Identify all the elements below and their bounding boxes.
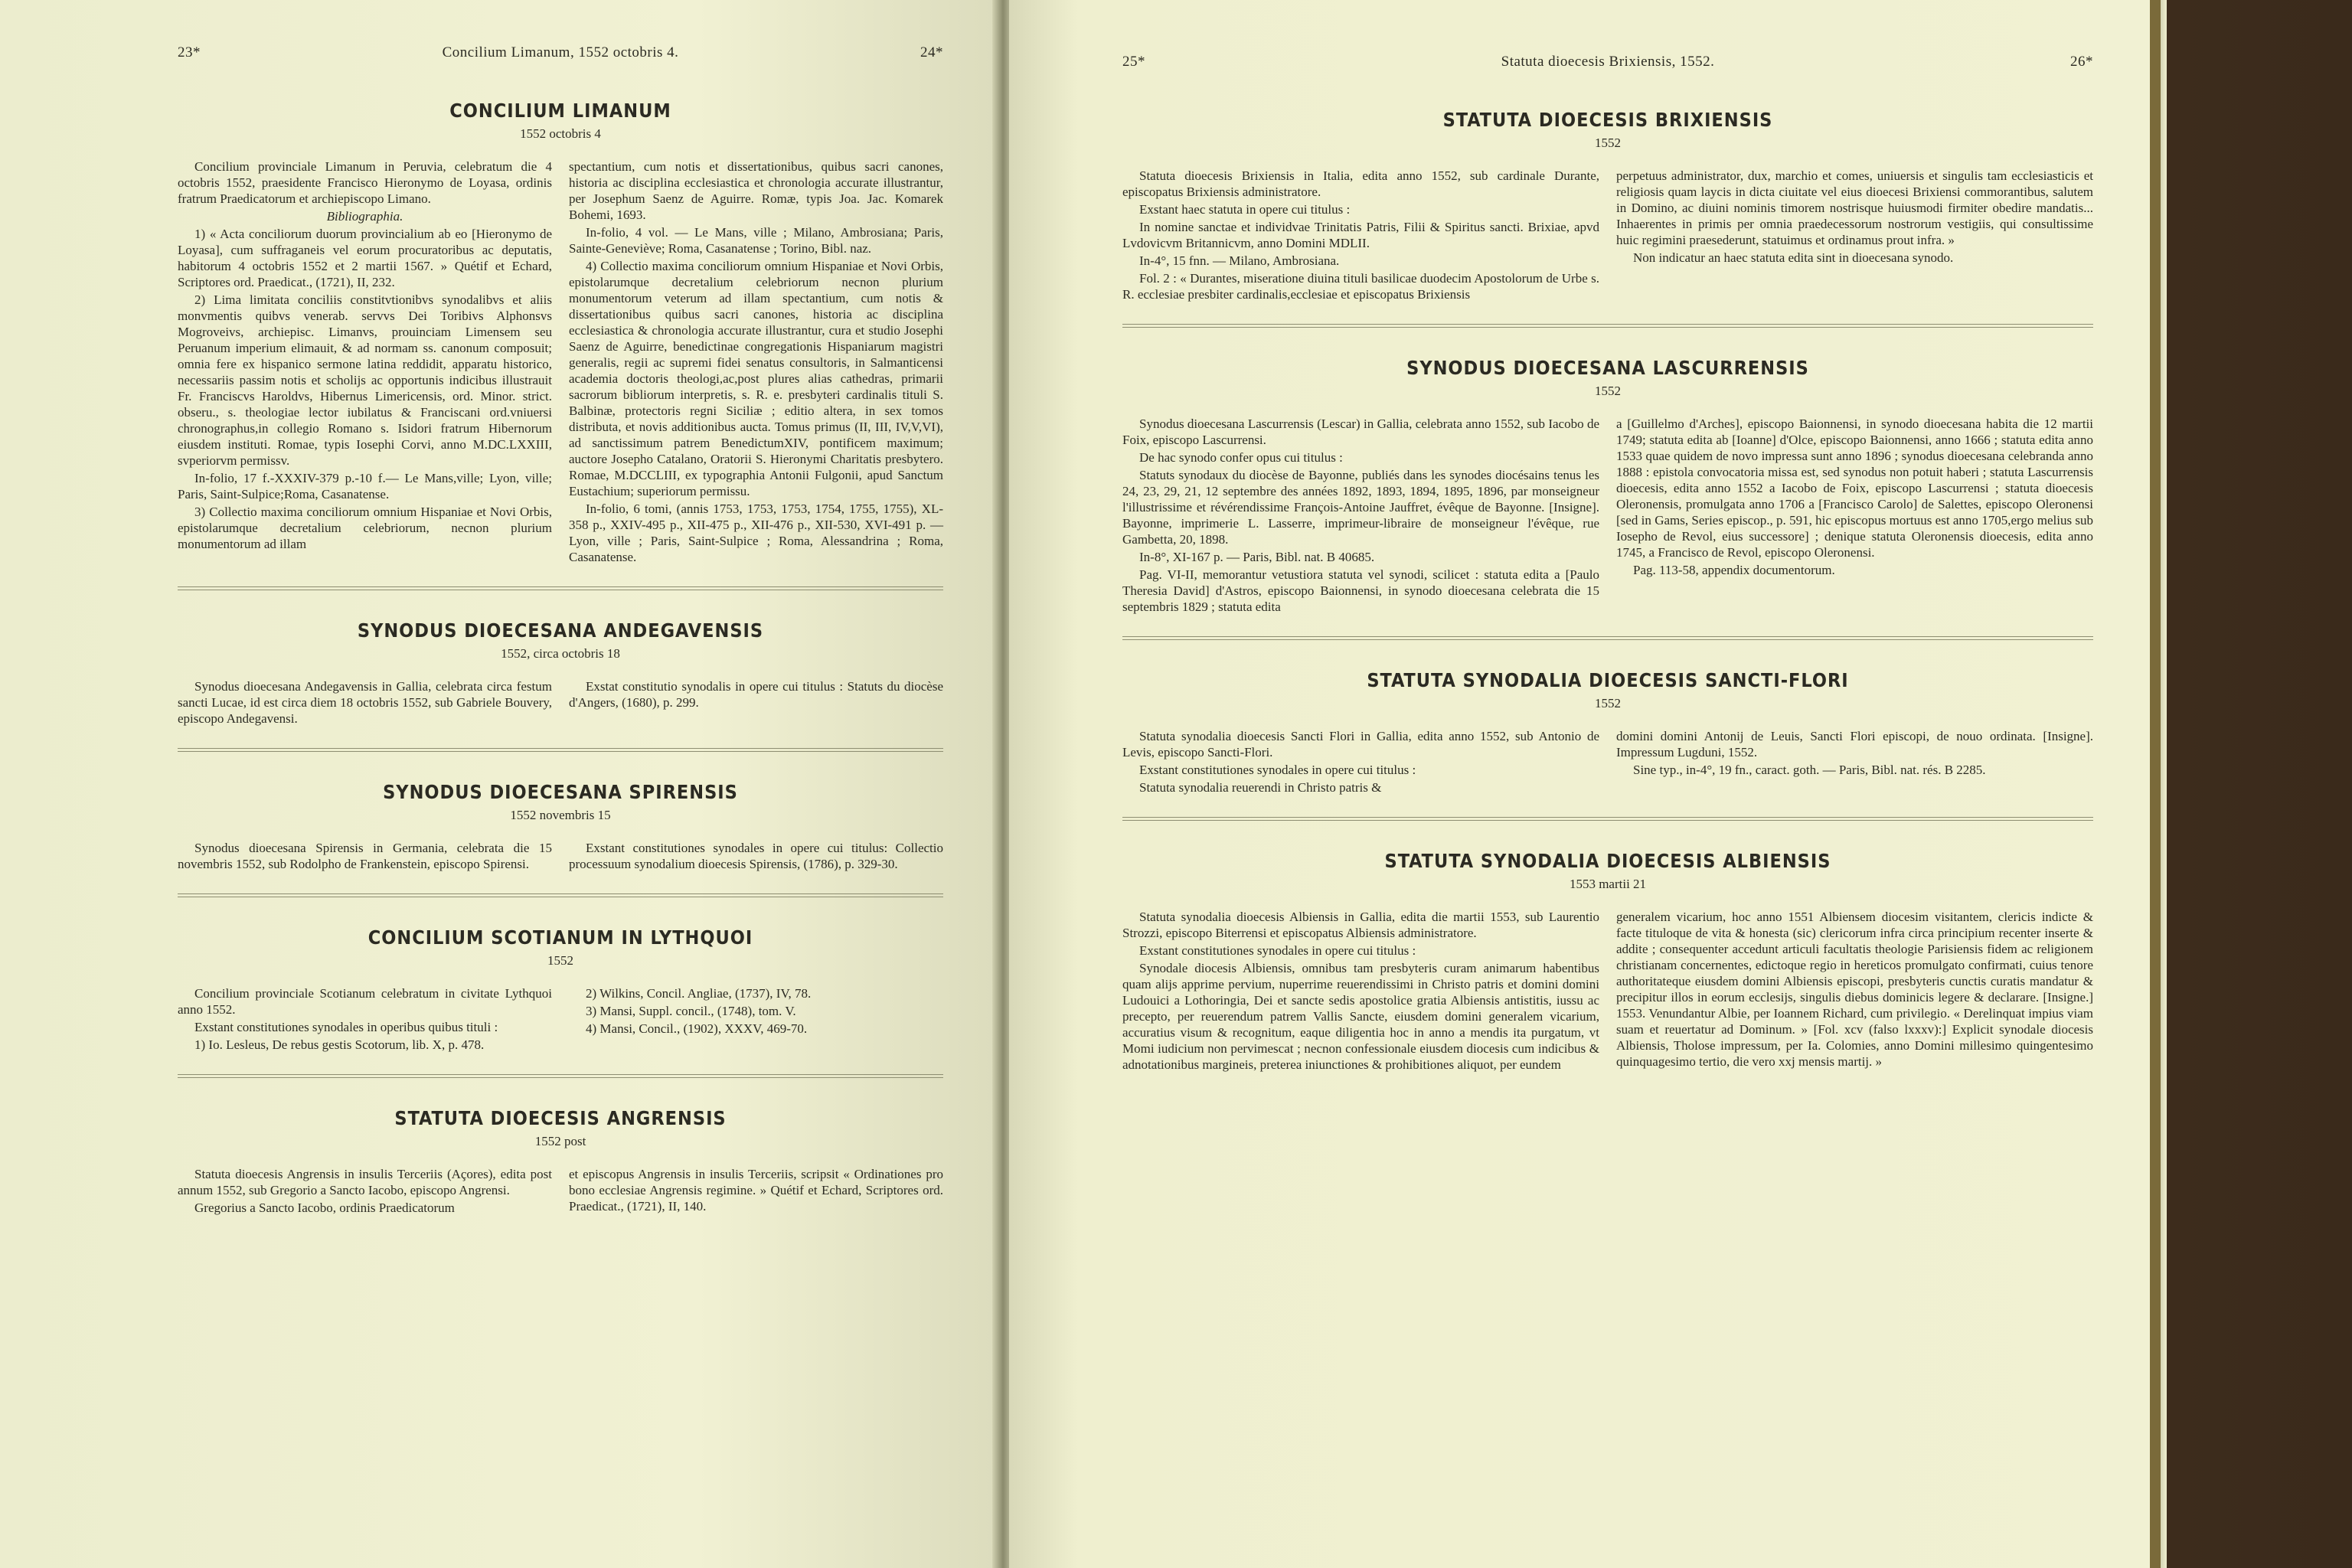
section-divider bbox=[178, 586, 943, 590]
text-column bbox=[569, 840, 943, 874]
text-column bbox=[178, 678, 552, 728]
text-column bbox=[1616, 168, 2093, 304]
section-title: STATUTA DIOECESIS BRIXIENSIS bbox=[1442, 109, 1773, 131]
text-column bbox=[1122, 728, 1599, 797]
paragraph: perpetuus administrator, dux, marchio et comes, uniuersis et singulis tam ecclesiasticis et religiosis quam laycis in dicta ciuitate vel eius dioecesi Brixiensi commorantibus, salutem in Domino, ac diuini nominis timorem nostrisque huiusmodi firmiter obedire mandatis... Inhaerentes in primis per omnia praedecessorum nostrorum vestigiis, qui consultissime huic regimini praesederunt, statuimus et ordinamus prout infra. » bbox=[1616, 168, 2093, 247]
section-title: SYNODUS DIOECESANA LASCURRENSIS bbox=[1406, 357, 1809, 379]
section-title: STATUTA DIOECESIS ANGRENSIS bbox=[394, 1107, 727, 1129]
running-title: Concilium Limanum, 1552 octobris 4. bbox=[442, 44, 679, 60]
paragraph: domini domini Antonij de Leuis, Sancti Flori episcopi, de nouo ordinata. [Insigne]. Impressum Lugduni, 1552. bbox=[1616, 729, 2093, 760]
paragraph: Statuta synodalia dioecesis Albiensis in Gallia, edita die martii 1553, sub Laurentio Strozzi, episcopo Biterrensi et episcopatus Albiensis administratore. bbox=[1122, 910, 1599, 940]
paragraph: Statuta dioecesis Angrensis in insulis Terceriis (Açores), edita post annum 1552, sub Gregorio a Sancto Iacobo, episcopo Angrensi. bbox=[178, 1167, 552, 1197]
entry-section bbox=[1122, 669, 2093, 797]
text-column bbox=[569, 678, 943, 728]
section-title: STATUTA SYNODALIA DIOECESIS SANCTI-FLORI bbox=[1367, 669, 1849, 691]
section-date: 1552 novembris 15 bbox=[510, 808, 611, 822]
text-column bbox=[1616, 909, 2093, 1074]
paragraph: 3) Mansi, Suppl. concil., (1748), tom. V. bbox=[586, 1004, 796, 1018]
paragraph: In-folio, 4 vol. — Le Mans, ville ; Milano, Ambrosiana; Paris, Sainte-Geneviève; Roma, Casanatense ; Torino, Bibl. naz. bbox=[569, 225, 943, 256]
section-date: 1552 bbox=[1595, 136, 1621, 150]
page-number: 23* bbox=[178, 44, 201, 60]
section-divider bbox=[178, 748, 943, 752]
paragraph: 2) Wilkins, Concil. Angliae, (1737), IV, 78. bbox=[586, 986, 812, 1001]
text-column bbox=[178, 158, 552, 567]
text-column bbox=[1616, 728, 2093, 797]
section-divider bbox=[1122, 636, 2093, 640]
paragraph: Concilium provinciale Scotianum celebratum in civitate Lythquoi anno 1552. bbox=[178, 986, 552, 1017]
text-column bbox=[178, 1166, 552, 1217]
page-number: 24* bbox=[920, 44, 943, 60]
paragraph: Fol. 2 : « Durantes, miseratione diuina tituli basilicae duodecim Apostolorum de Urbe s. R. ecclesiae presbiter cardinalis,ecclesiae et episcopatus Brixiensis bbox=[1122, 271, 1599, 302]
paragraph: 4) Collectio maxima conciliorum omnium Hispaniae et Novi Orbis, epistolarumque decretalium celebriorum necnon plurium monumentorum veterum ad illam spectantium, cum notis & dissertationibus quibus sacri canones, historia ac disciplina ecclesiastica & chronologia accurate illustrantur, cura et studio Josephi Saenz de Aguirre, benedictinae congregationis Hispaniarum magistri generalis, regii ac supremi fidei senatus consultoris, in Salmanticensi academia doctoris theologi,ac,post plures alias cathedras, primarii sacrorum bibliorum interpretis, s. R. e. presbyteri cardinalis tituli S. Balbinæ, protectoris regni Siciliæ ; editio altera, in sex tomos distributa, et novis additionibus aucta. Tomus primus (II, III, IV,V,VI), ad sanctissimum patrem BenedictumXIV, pontificem maximum; auctore Josepho Catalano, Oratorii S. Hieronymi Charitatis presbytero. Romae, M.DCCLIII, ex typographia Antonii Fulgonii, apud Sanctum Eustachium; superiorum permissu. bbox=[569, 259, 943, 498]
paragraph: 1) Io. Lesleus, De rebus gestis Scotorum, lib. X, p. 478. bbox=[194, 1037, 485, 1052]
section-date: 1553 martii 21 bbox=[1569, 877, 1647, 891]
running-header bbox=[178, 44, 943, 61]
entry-section bbox=[178, 619, 943, 728]
paragraph: In-8°, XI-167 p. — Paris, Bibl. nat. B 40685. bbox=[1139, 550, 1375, 564]
entry-section bbox=[1122, 357, 2093, 616]
paragraph: Pag. 113-58, appendix documentorum. bbox=[1633, 563, 1835, 577]
paragraph: Statuta dioecesis Brixiensis in Italia, edita anno 1552, sub cardinale Durante, episcopatus Brixiensis administratore. bbox=[1122, 168, 1599, 199]
paragraph: Exstat constitutio synodalis in opere cui titulus : Statuts du diocèse d'Angers, (1680), p. 299. bbox=[569, 679, 943, 710]
section-title: SYNODUS DIOECESANA ANDEGAVENSIS bbox=[357, 619, 764, 642]
entry-section bbox=[178, 1107, 943, 1217]
paragraph: Exstant constitutiones synodales in opere cui titulus: Collectio processuum synodalium dioecesis Spirensis, (1786), p. 329-30. bbox=[569, 841, 943, 871]
text-column bbox=[1122, 909, 1599, 1074]
paragraph: In-folio, 6 tomi, (annis 1753, 1753, 1753, 1754, 1755, 1755), XL-358 p., XXIV-495 p., XII-475 p., XII-476 p., XII-530, XVI-491 p. — Lyon, ville ; Paris, Saint-Sulpice ; Roma, Alessandrina ; Roma, Casanatense. bbox=[569, 501, 943, 564]
paragraph: In-4°, 15 fnn. — Milano, Ambrosiana. bbox=[1139, 253, 1340, 268]
paragraph: spectantium, cum notis et dissertationibus, quibus sacri canones, historia ac disciplina ecclesiastica et chronologia accurate illustrantur, per Josephum Saenz de Aguirre. Romæ, typis Joa. Jac. Komarek Bohemi, 1693. bbox=[569, 159, 943, 222]
section-date: 1552 bbox=[1595, 384, 1621, 398]
paragraph: De hac synodo confer opus cui titulus : bbox=[1139, 450, 1343, 465]
paragraph: Exstant constitutiones synodales in opere cui titulus : bbox=[1139, 763, 1416, 777]
entry-section bbox=[178, 926, 943, 1054]
section-date: 1552 octobris 4 bbox=[520, 126, 601, 141]
paragraph: 4) Mansi, Concil., (1902), XXXV, 469-70. bbox=[586, 1021, 808, 1036]
text-column bbox=[1122, 168, 1599, 304]
text-column bbox=[178, 840, 552, 874]
entry-section bbox=[178, 781, 943, 874]
text-column bbox=[569, 1166, 943, 1217]
section-date: 1552 bbox=[1595, 696, 1621, 710]
paragraph: In-folio, 17 f.-XXXIV-379 p.-10 f.— Le Mans,ville; Lyon, ville; Paris, Saint-Sulpice;Roma, Casanatense. bbox=[178, 471, 552, 501]
paragraph: 3) Collectio maxima conciliorum omnium Hispaniae et Novi Orbis, epistolarumque decretalium celebriorum, necnon plurium monumentorum ad illam bbox=[178, 505, 552, 551]
text-column bbox=[1616, 416, 2093, 616]
bibliography-heading: Bibliographia. bbox=[326, 209, 403, 224]
paragraph: Synodus dioecesana Andegavensis in Gallia, celebrata circa festum sancti Lucae, id est circa diem 18 octobris 1552, sub Gabriele Bouvery, episcopo Andegavensi. bbox=[178, 679, 552, 726]
text-column bbox=[569, 985, 943, 1054]
section-title: CONCILIUM LIMANUM bbox=[449, 100, 671, 122]
page-number: 26* bbox=[2070, 54, 2093, 70]
entry-section bbox=[1122, 109, 2093, 304]
paragraph: Statuts synodaux du diocèse de Bayonne, publiés dans les synodes diocésains tenus les 24, 23, 29, 21, 12 septembre des années 1892, 1893, 1894, 1895, 1896, par monseigneur l'illustrissime et révérendissime François-Antoine Jauffret, évêque de Bayonne. [Insigne]. Bayonne, imprimerie L. Lasserre, imprimeur-libraire de monseigneur l'évêque, rue Gambetta, 20, 1898. bbox=[1122, 468, 1599, 547]
paragraph: In nomine sanctae et individvae Trinitatis Patris, Filii & Spiritus sancti. Brixiae, apvd Lvdovicvm Britannicvm, anno Domini MDLII. bbox=[1122, 220, 1599, 250]
paragraph: Non indicatur an haec statuta edita sint in dioecesana synodo. bbox=[1633, 250, 1954, 265]
paragraph: a [Guillelmo d'Arches], episcopo Baionnensi, in synodo dioecesana habita die 12 martii 1749; statuta edita ab [Ioanne] d'Olce, episcopo Baionnensi, anno 1666 ; statuta edita anno 1533 quae quidem de novo impressa sunt anno 1896 ; synodus dioecesana celebranda anno 1888 : epistola convocatoria missa est, sed synodus non potuit haberi ; statuta Lascurrensis dioecesis, edita anno 1552 a Iacobo de Foix, episcopo Lascurrensi ; statuta dioecesis Oleronensis, promulgata anno 1706 a [Francisco Carolo] de Salettes, episcopo Oleronensi [sed in Gams, Series episcop., p. 591, hic episcopus mortuus est anno 1705,ergo melius sub Iosepho de Revol, eius successore] ; denique statuta Oleronensis dioecesis, edita anno 1745, a Francisco de Revol, episcopo Oleronensi. bbox=[1616, 416, 2093, 560]
section-divider bbox=[1122, 324, 2093, 328]
paragraph: 2) Lima limitata conciliis constitvtionibvs synodalibvs et aliis monvmentis quibvs venerab. servvs Dei Toribivs Alphonsvs Mogroveivs, archiepisc. Limanvs, prouinciam Limensem seu Peruanum imperium elimauit, & ad normam ss. canonum composuit; omnia fere ex hispanico sermone latina reddidit, apparatu historico, necessariis passim notis et scholijs ac opportunis indicibus illustrauit Fr. Franciscvs Haroldvs, Hibernus Limericensis, ord. Minor. strict. obseru., s. theologiae lector iubilatus & Franciscani ord.vniuersi chronographus,in collegio Romano s. Isidori fratrum Hibernorum eiusdem instituti. Romae, typis Iosephi Corvi, anno M.DC.LXXIII, svperiorvm permissv. bbox=[178, 292, 552, 468]
paragraph: Sine typ., in-4°, 19 fn., caract. goth. — Paris, Bibl. nat. rés. B 2285. bbox=[1633, 763, 1986, 777]
paragraph: generalem vicarium, hoc anno 1551 Albiensem diocesim visitantem, clericis indicte & facte tituloque de vita & honesta (sic) clericorum infra circa principium recenter inserte & addite ; consequenter accedunt articuli facultatis theologie Parisiensis fidem ac religionem christianam concernentes, edictoque regio in hereticos promulgato confirmati, cuius tenore authoritateque eiusdem domini Albiensis episcopi, presbyteris cunctis curatis mandatur & precipitur illos in eorum ecclesijs, singulis diebus dominicis legere & declarare. [Insigne.] 1553. Venundantur Albie, per Ioannem Richard, cum privilegio. « Derelinquat impius viam suam et reuertatur ad Dominum. » [Fol. xcv (falso lxxxv):] Explicit synodale diocesis Albiensis, Tholose impressum, per Ia. Colomies, anno Domini millesimo quingentesimo quinquagesimo tertio, die vero xxj mensis martij. » bbox=[1616, 910, 2093, 1069]
text-column bbox=[1122, 416, 1599, 616]
entry-section bbox=[178, 100, 943, 567]
section-title: STATUTA SYNODALIA DIOECESIS ALBIENSIS bbox=[1384, 850, 1831, 872]
running-header bbox=[1122, 54, 2093, 70]
page-number: 25* bbox=[1122, 54, 1145, 70]
paragraph: Exstant constitutiones synodales in operibus quibus tituli : bbox=[194, 1020, 498, 1034]
paragraph: Concilium provinciale Limanum in Peruvia, celebratum die 4 octobris 1552, praesidente Francisco Hieronymo de Loyasa, ordinis fratrum Praedicatorum et archiepiscopo Limano. bbox=[178, 159, 552, 206]
paragraph: et episcopus Angrensis in insulis Terceriis, scripsit « Ordinationes pro bono ecclesiae Angrensis regimine. » Quétif et Echard, Scriptores ord. Praedicat., (1721), II, 140. bbox=[569, 1167, 943, 1214]
paragraph: Synodus dioecesana Spirensis in Germania, celebrata die 15 novembris 1552, sub Rodolpho de Frankenstein, episcopo Spirensi. bbox=[178, 841, 552, 871]
left-page bbox=[0, 0, 997, 1568]
paragraph: Statuta synodalia dioecesis Sancti Flori in Gallia, edita anno 1552, sub Antonio de Levis, episcopo Sancti-Flori. bbox=[1122, 729, 1599, 760]
section-divider bbox=[1122, 817, 2093, 821]
section-date: 1552 post bbox=[534, 1134, 586, 1148]
section-divider bbox=[178, 893, 943, 897]
section-title: CONCILIUM SCOTIANUM IN LYTHQUOI bbox=[368, 926, 753, 949]
paragraph: Exstant haec statuta in opere cui titulus : bbox=[1139, 202, 1351, 217]
running-title: Statuta dioecesis Brixiensis, 1552. bbox=[1501, 54, 1715, 70]
section-date: 1552, circa octobris 18 bbox=[501, 646, 620, 661]
section-title: SYNODUS DIOECESANA SPIRENSIS bbox=[383, 781, 738, 803]
paragraph: Pag. VI-II, memorantur vetustiora statuta vel synodi, scilicet : statuta edita a [Paulo Theresia David] d'Astros, episcopo Baionnensi, in synodo dioecesana celebrata die 15 septembris 1829 ; statuta edita bbox=[1122, 567, 1599, 614]
entry-section bbox=[1122, 850, 2093, 1074]
section-divider bbox=[178, 1074, 943, 1078]
paragraph: Synodale diocesis Albiensis, omnibus tam presbyteris curam animarum habentibus quam alijs apprime pervium, nuperrime reuerendissimi in Christo patris et domini domini Ludouici a Lothoringia, Dei et sancte sedis apostolice gratia Albiensis antistitis, iussu ac precepto, per reuerendum patrem Vallis Sancte, eiusdem domini generalem vicarium, accuratius visum & recognitum, eaque diligentia hoc in anno a mendis ita purgatum, vt Momi iudicium non pervimescat ; necnon confessionale eiusdem diocesis cum indicibus & adnotationibus margineis, preterea iniunctiones & prohibitiones aliquot, per eundem bbox=[1122, 961, 1599, 1072]
paragraph: Gregorius a Sancto Iacobo, ordinis Praedicatorum bbox=[194, 1200, 455, 1215]
text-column bbox=[178, 985, 552, 1054]
right-page bbox=[1009, 0, 2164, 1568]
paragraph: Synodus dioecesana Lascurrensis (Lescar) in Gallia, celebrata anno 1552, sub Iacobo de Foix, episcopo Lascurrensi. bbox=[1122, 416, 1599, 447]
section-date: 1552 bbox=[547, 953, 573, 968]
paragraph: 1) « Acta conciliorum duorum provincialium ab eo [Hieronymo de Loyasa], cum suffraganeis vel eorum procuratoribus ac deputatis, habitorum 4 octobris 1552 et 2 martii 1567. » Quétif et Echard, Scriptores ord. Praedicat., (1721), II, 232. bbox=[178, 227, 552, 289]
book-cover-edge bbox=[2150, 0, 2161, 1568]
paragraph: Statuta synodalia reuerendi in Christo patris & bbox=[1139, 780, 1382, 795]
text-column bbox=[569, 158, 943, 567]
paragraph: Exstant constitutiones synodales in opere cui titulus : bbox=[1139, 943, 1416, 958]
